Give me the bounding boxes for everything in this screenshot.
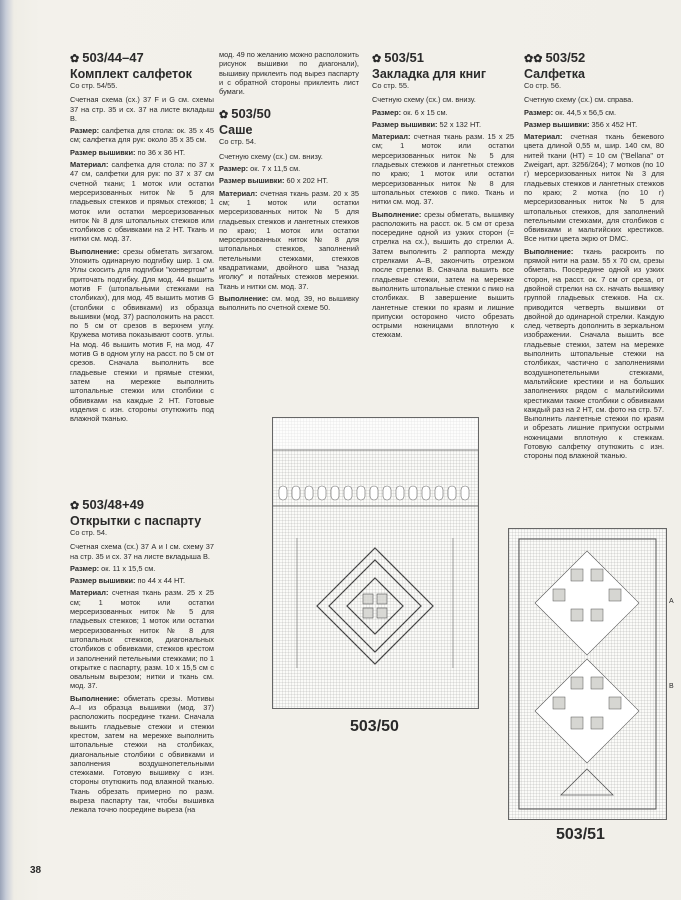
scheme-text: Счетную схему (сх.) см. справа. (524, 95, 634, 105)
section-title: Закладка для книг (372, 67, 487, 81)
size-paragraph: Размер: ок. 11 х 15,5 см. (70, 563, 156, 573)
section-title: Комплект салфеток (70, 67, 192, 81)
page-reference: Со стр. 54. (70, 528, 108, 537)
page-number: 38 (30, 865, 42, 876)
embroidery-size-paragraph: Размер вышивки: 356 х 452 НТ. (524, 119, 638, 129)
double-flower-icon: ✿✿ (524, 53, 543, 65)
embroidery-size-paragraph: Размер вышивки: 52 х 132 НТ. (372, 119, 482, 129)
chart-503-51 (508, 528, 667, 820)
section-title: Салфетка (524, 67, 585, 81)
chart-503-50-caption: 503/50 (350, 718, 399, 735)
column-1 (70, 50, 214, 426)
section-code-503-52: ✿✿ 503/52 (524, 50, 586, 65)
scheme-text: Счетная схема (сх.) 37 F и G см. схемы 37 на стр. 35 и сх. 37 на листе вкладыш В. (70, 95, 214, 123)
section-code-503-50: ✿ 503/50 (219, 106, 271, 122)
section-title: Открытки с паспарту (70, 514, 202, 528)
section-title: Саше (219, 123, 253, 138)
flower-icon: ✿ (372, 53, 382, 65)
flower-icon: ✿ (70, 500, 80, 512)
column-2 (219, 50, 359, 316)
material-paragraph: Материал: счетная ткань разм. 20 х 35 см; 1 моток или остатки мерсеризованных ниток № 5 для гладьевых стежков и лангетных стежков по краю; 1 моток или остатки мерсеризованных ниток № 8 для штопальных стежков, заполнений петельными стежками, стежков квадратиками, двойного шва "назад иголку" и потайных стежков мережки. Ткань и нитки см. мод. 37. (219, 188, 359, 291)
page-reference: Со стр. 54/55. (70, 81, 118, 90)
embroidery-size-paragraph: Размер вышивки: 60 х 202 НТ. (219, 176, 329, 186)
scheme-text: Счетную схему (сх.) см. внизу. (219, 151, 323, 161)
scheme-text: Счетная схема (сх.) 37 А и I см. схему 37 на стр. 35 и сх. 37 на листе вкладыша В. (70, 542, 214, 561)
size-paragraph: Размер: ок. 6 х 15 см. (372, 107, 448, 117)
chart-503-51-caption: 503/51 (556, 826, 605, 843)
page-reference: Со стр. 55. (372, 81, 410, 90)
flower-icon: ✿ (70, 53, 80, 65)
page-reference: Со стр. 56. (524, 81, 562, 90)
flower-icon: ✿ (219, 109, 229, 122)
execution-paragraph: Выполнение: срезы обметать, вышивку расположить на расст. ок. 5 см от среза посередине одной из узких сторон (= стрелка на сх.), вышить до стрелки А. Затем выполнить 2 раппорта между стрелками А–В, закончить отрезком после стрелки В. Сначала вышить все гладьевые стежки, затем на мережке выполнить штопальные стежки с пико на столбиках. В завершение вышить лангетные стежки по краям и лишние припуски осторожно чисто обрезать острыми ножницами вплотную к стежкам. (372, 209, 514, 340)
arrow-label-a: A (669, 598, 674, 605)
size-paragraph: Размер: салфетка для стола: ок. 35 х 45 см; салфетка для рук: около 35 х 35 см. (70, 126, 214, 145)
section-code-503-44-47: ✿ 503/44–47 (70, 50, 144, 65)
column-1-lower (70, 497, 214, 818)
execution-paragraph: Выполнение: обметать срезы. Мотивы А–I из образца вышивки (мод. 37) расположить посредине ткани. Сначала вышить гладьевые стежки и стежки крестом, затем на мережке выполнить штопальные стежки на столбиках, диагональные столбики с обвивками и заполнения воздушнопетельными стежками. Готовую вышивку с изн. стороны отутюжить под влажной тканью. Ткань обрезать примерно по разм. выреза паспарту так, чтобы вышивка лежала точно посредине выреза (на (70, 693, 214, 815)
material-paragraph: Материал: салфетка для стола: по 37 х 47 см, салфетки для рук: по 37 х 37 см счетной ткани; 1 моток или остатки мерсеризованных ниток № 5 для гладьевых стежков и прямых стежков; 1 моток или остатки мерсеризованных ниток № 8 для штопальных стежков или столбиков с обвивками на 2 НТ. Ткань и нитки см. мод. 37. (70, 160, 214, 244)
chart-503-50 (272, 417, 479, 709)
chart-503-51-drawing (509, 529, 666, 819)
material-paragraph: Материал: счетная ткань разм. 15 х 25 см; 1 моток или остатки мерсеризованных ниток № 5 для гладьевых стежков и лангетных стежков по краю; 1 моток или остатки мерсеризованных ниток № 8 для штопальных стежков с пико. Ткань и нитки см. мод. 37. (372, 132, 515, 207)
column-3 (372, 50, 514, 343)
section-code-503-48-49: ✿ 503/48+49 (70, 497, 145, 512)
continued-text: мод. 49 по желанию можно расположить рисунок вышивки по диагонали), вышивку приклеить под вырез паспарту и с обратной стороны приклеить лист бумаги. (219, 50, 359, 97)
size-paragraph: Размер: ок. 44,5 х 56,5 см. (524, 107, 617, 117)
size-paragraph: Размер: ок. 7 х 11,5 см. (219, 164, 301, 174)
chart-503-50-drawing (273, 418, 478, 708)
column-4 (524, 50, 664, 464)
material-paragraph: Материал: счетная ткань разм. 25 х 25 см; 1 моток или остатки мерсеризованных ниток № 5 для гладьевых стежков; 1 моток или остатки мерсеризованных ниток № 8 для штопальных стежков, диагональных столбиков с обвивками, стежков крестом и заполнений петельными стежками; по 1 открытке с паспарту, разм. 10 х 15,5 см с овальным вырезом; нитки и ткань см. мод. 37. (70, 588, 214, 691)
arrow-label-b: B (669, 683, 674, 690)
execution-paragraph: Выполнение: срезы обметать зигзагом. Уложить одинарную подгибку шир. 1 см. Углы скосить для подгибки "конвертом" и приточать подгибку. Для мод. 44 вышить мотив F (штопальными стежками на столбиках), для мод. 45 вышить мотив G (столбики с обвивками) из образца вышивки (мод. 37) расположить на расст. по 5 см от срезов в верхнем углу. Кружева мотива показывают соотв. углы. На мод. 46 вышить мотив F, на мод. 47 мотив G в одном углу на расст. по 5 см от срезов. Сначала выполнить все гладьевые стежки и прямые стежки, затем на мережке выполнить штопальные стежки или столбики с обвивками на каждые 2 НТ. Готовые изделия с изн. стороны отутюжить под влажной тканью. (70, 246, 214, 424)
execution-paragraph: Выполнение: ткань раскроить по прямой нити на разм. 55 х 70 см, срезы обметать. Посередине одной из узких сторон, на расст. ок. 7 см от среза, от двойной стрелки на сх. начать вышивку группой гладьевых стежков. На сх. приводится четверть вышивки от двойной до одинарной стрелки. Каждую след. четверть дополнить в зеркальном изображении. Сначала вышить все гладьевые стежки, затем на мережке выполнить штопальные стежки на столбиках, частично с заполнениями воздушнопетельными стежками, мальтийские крестики и на больших заполнениях рядом с мальтийскими крестиками также столбики с обвивками каждый раз на 2 НТ, см. фото на стр. 57. Выполнить лангетные стежки по краям и обрезать лишние припуски острыми ножницами вплотную к стежкам. Готовую салфетку отутюжить с изн. стороны под влажной тканью. (524, 246, 665, 461)
material-paragraph: Материал: счетная ткань бежевого цвета длиной 0,55 м, шир. 140 см, 80 нитей ткани (НТ) = 10 см ("Bellana" от Zweigart, арт. 3256/264); 7 мотков (по 10 г) мерсеризованных ниток № 3 для гладьевых стежков и лангетных стежков по краю; 2 мотка (по 10 г) мерсеризованных ниток № 5 для штопальных стежков, для заполнений петельными стежками, для столбиков с обвивками и мальтийских крестиков. Все нитки цвета экрю от DMC. (524, 132, 664, 244)
embroidery-size-paragraph: Размер вышивки: по 44 х 44 НТ. (70, 576, 186, 586)
section-code-503-51: ✿ 503/51 (372, 50, 424, 65)
page-reference: Со стр. 54. (219, 137, 257, 147)
scheme-text: Счетную схему (сх.) см. внизу. (372, 95, 476, 105)
execution-paragraph: Выполнение: см. мод. 39, но вышивку выполнить по счетной схеме 50. (219, 293, 359, 313)
embroidery-size-paragraph: Размер вышивки: по 36 х 36 НТ. (70, 147, 186, 157)
